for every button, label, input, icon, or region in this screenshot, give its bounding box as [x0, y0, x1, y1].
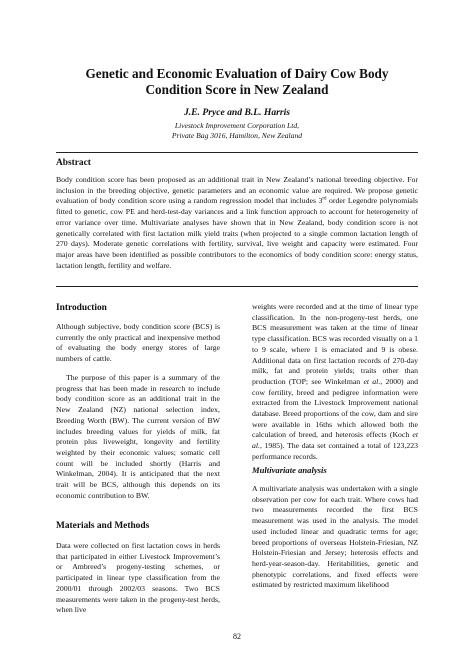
materials-methods-paragraph-1: Data were collected on first lactation cows in herds that participated in either Livestock Improvement’s or Ambreed’s progeny-testing schemes, or participated in linear type classification from the 2000/01 through 2002/03 seasons. Two BCS measurements were taken in the progeny-test herds, when live	[56, 541, 220, 615]
paper-authors: J.E. Pryce and B.L. Harris	[183, 107, 291, 118]
title-line-2: Condition Score in New Zealand	[145, 82, 329, 97]
paper-title	[40, 66, 434, 98]
abstract-superscript: rd	[322, 196, 327, 202]
abstract-text-end: order Legendre polynomials fitted to genetic, cow PE and herd-test-day variances and a link function approach to account for heterogeneity of error variance over time. Multivariate analyses have shown that in New Zealand, body condition score is not genetically correlated with first lactation milk yield traits (when projected to a single common lactation length of 270 days). Moderate genetic correlations with fertility, survival, live weight and capacity were estimated. Four major areas have been identified as possible contributors to the economics of body condition score: energy status, lactation length, fertility and welfare.	[56, 196, 418, 270]
materials-methods-continued	[252, 302, 418, 463]
introduction-paragraph-1: Although subjective, body condition score (BCS) is currently the only practical and inexpensive method of evaluating the body energy stores of large numbers of cattle.	[56, 322, 220, 364]
affiliation-line-2: Private Bag 3016, Hamilton, New Zealand	[171, 131, 303, 140]
introduction-paragraph-2: The purpose of this paper is a summary of the progress that has been made in research to include body condition score as an additional trait in the New Zealand (NZ) national selection index, Breeding Worth (BW). The current version of BW includes breeding values for yields of milk, fat protein plus liveweight, longevity and fertility weighted by their economic values; somatic cell count will be included shortly (Harris and Winkelman, 2004). It is anticipated that the next trait will be BCS, although this depends on its economic contribution to BW.	[56, 373, 220, 500]
continued-text-3: , 1985). The data set contained a total of 123,223 performance records.	[252, 441, 418, 461]
citation-et-al-2: et al.	[252, 430, 418, 451]
multivariate-analysis-heading: Multivariate analysis	[252, 465, 327, 475]
abstract-text-start: Body condition score has been proposed as an additional trait in New Zealand’s national breeding objective. For inclusion in the breeding objective, genetic parameters and an economic value are required. We propose genetic evaluation of body condition score using a random regression model that includes 3	[56, 175, 418, 206]
materials-methods-heading: Materials and Methods	[56, 521, 150, 531]
page-number: 82	[233, 632, 241, 641]
continued-text-1: weights were recorded and at the time of linear type classification. In the non-progeny-test herds, one BCS measurement was taken at the time of linear type classification. BCS was recorded visually on a 1 to 9 scale, where 1 is emaciated and 9 is obese. Additional data on first lactation records of 270-day milk, fat and protein yields; traits other than production (TOP; see Winkelman	[252, 302, 418, 386]
abstract-bottom-rule	[56, 286, 418, 287]
paper-affiliation	[40, 121, 434, 141]
affiliation-line-1: Livestock Improvement Corporation Ltd,	[174, 121, 300, 130]
introduction-heading: Introduction	[56, 303, 107, 313]
abstract-text	[56, 175, 418, 271]
abstract-heading: Abstract	[56, 158, 91, 168]
multivariate-analysis-paragraph: A multivariate analysis was undertaken with a single observation per cow for each trait. Where cows had two measurements recorded the first BCS measurement was used in the analysis. The model used included linear and quadratic terms for age; breed proportions of overseas Holstein-Friesian, NZ Holstein-Friesian and Jersey; heterosis effects and herd-year-season-day. Heritabilities, genetic and phenotypic correlations, and fixed effects were estimated by restricted maximum likelihood	[252, 484, 418, 590]
continued-text-2: , 2000) and cow fertility, breed and pedigree information were extracted from the Livestock Improvement national database. Breed proportions of the cow, dam and sire were available in 16ths which allowed both the calculation of breed, and heterosis effects (Koch	[252, 376, 419, 440]
abstract-top-rule	[56, 152, 418, 153]
title-line-1: Genetic and Economic Evaluation of Dairy Cow Body	[85, 66, 389, 81]
citation-et-al-1: et al.	[363, 376, 381, 386]
